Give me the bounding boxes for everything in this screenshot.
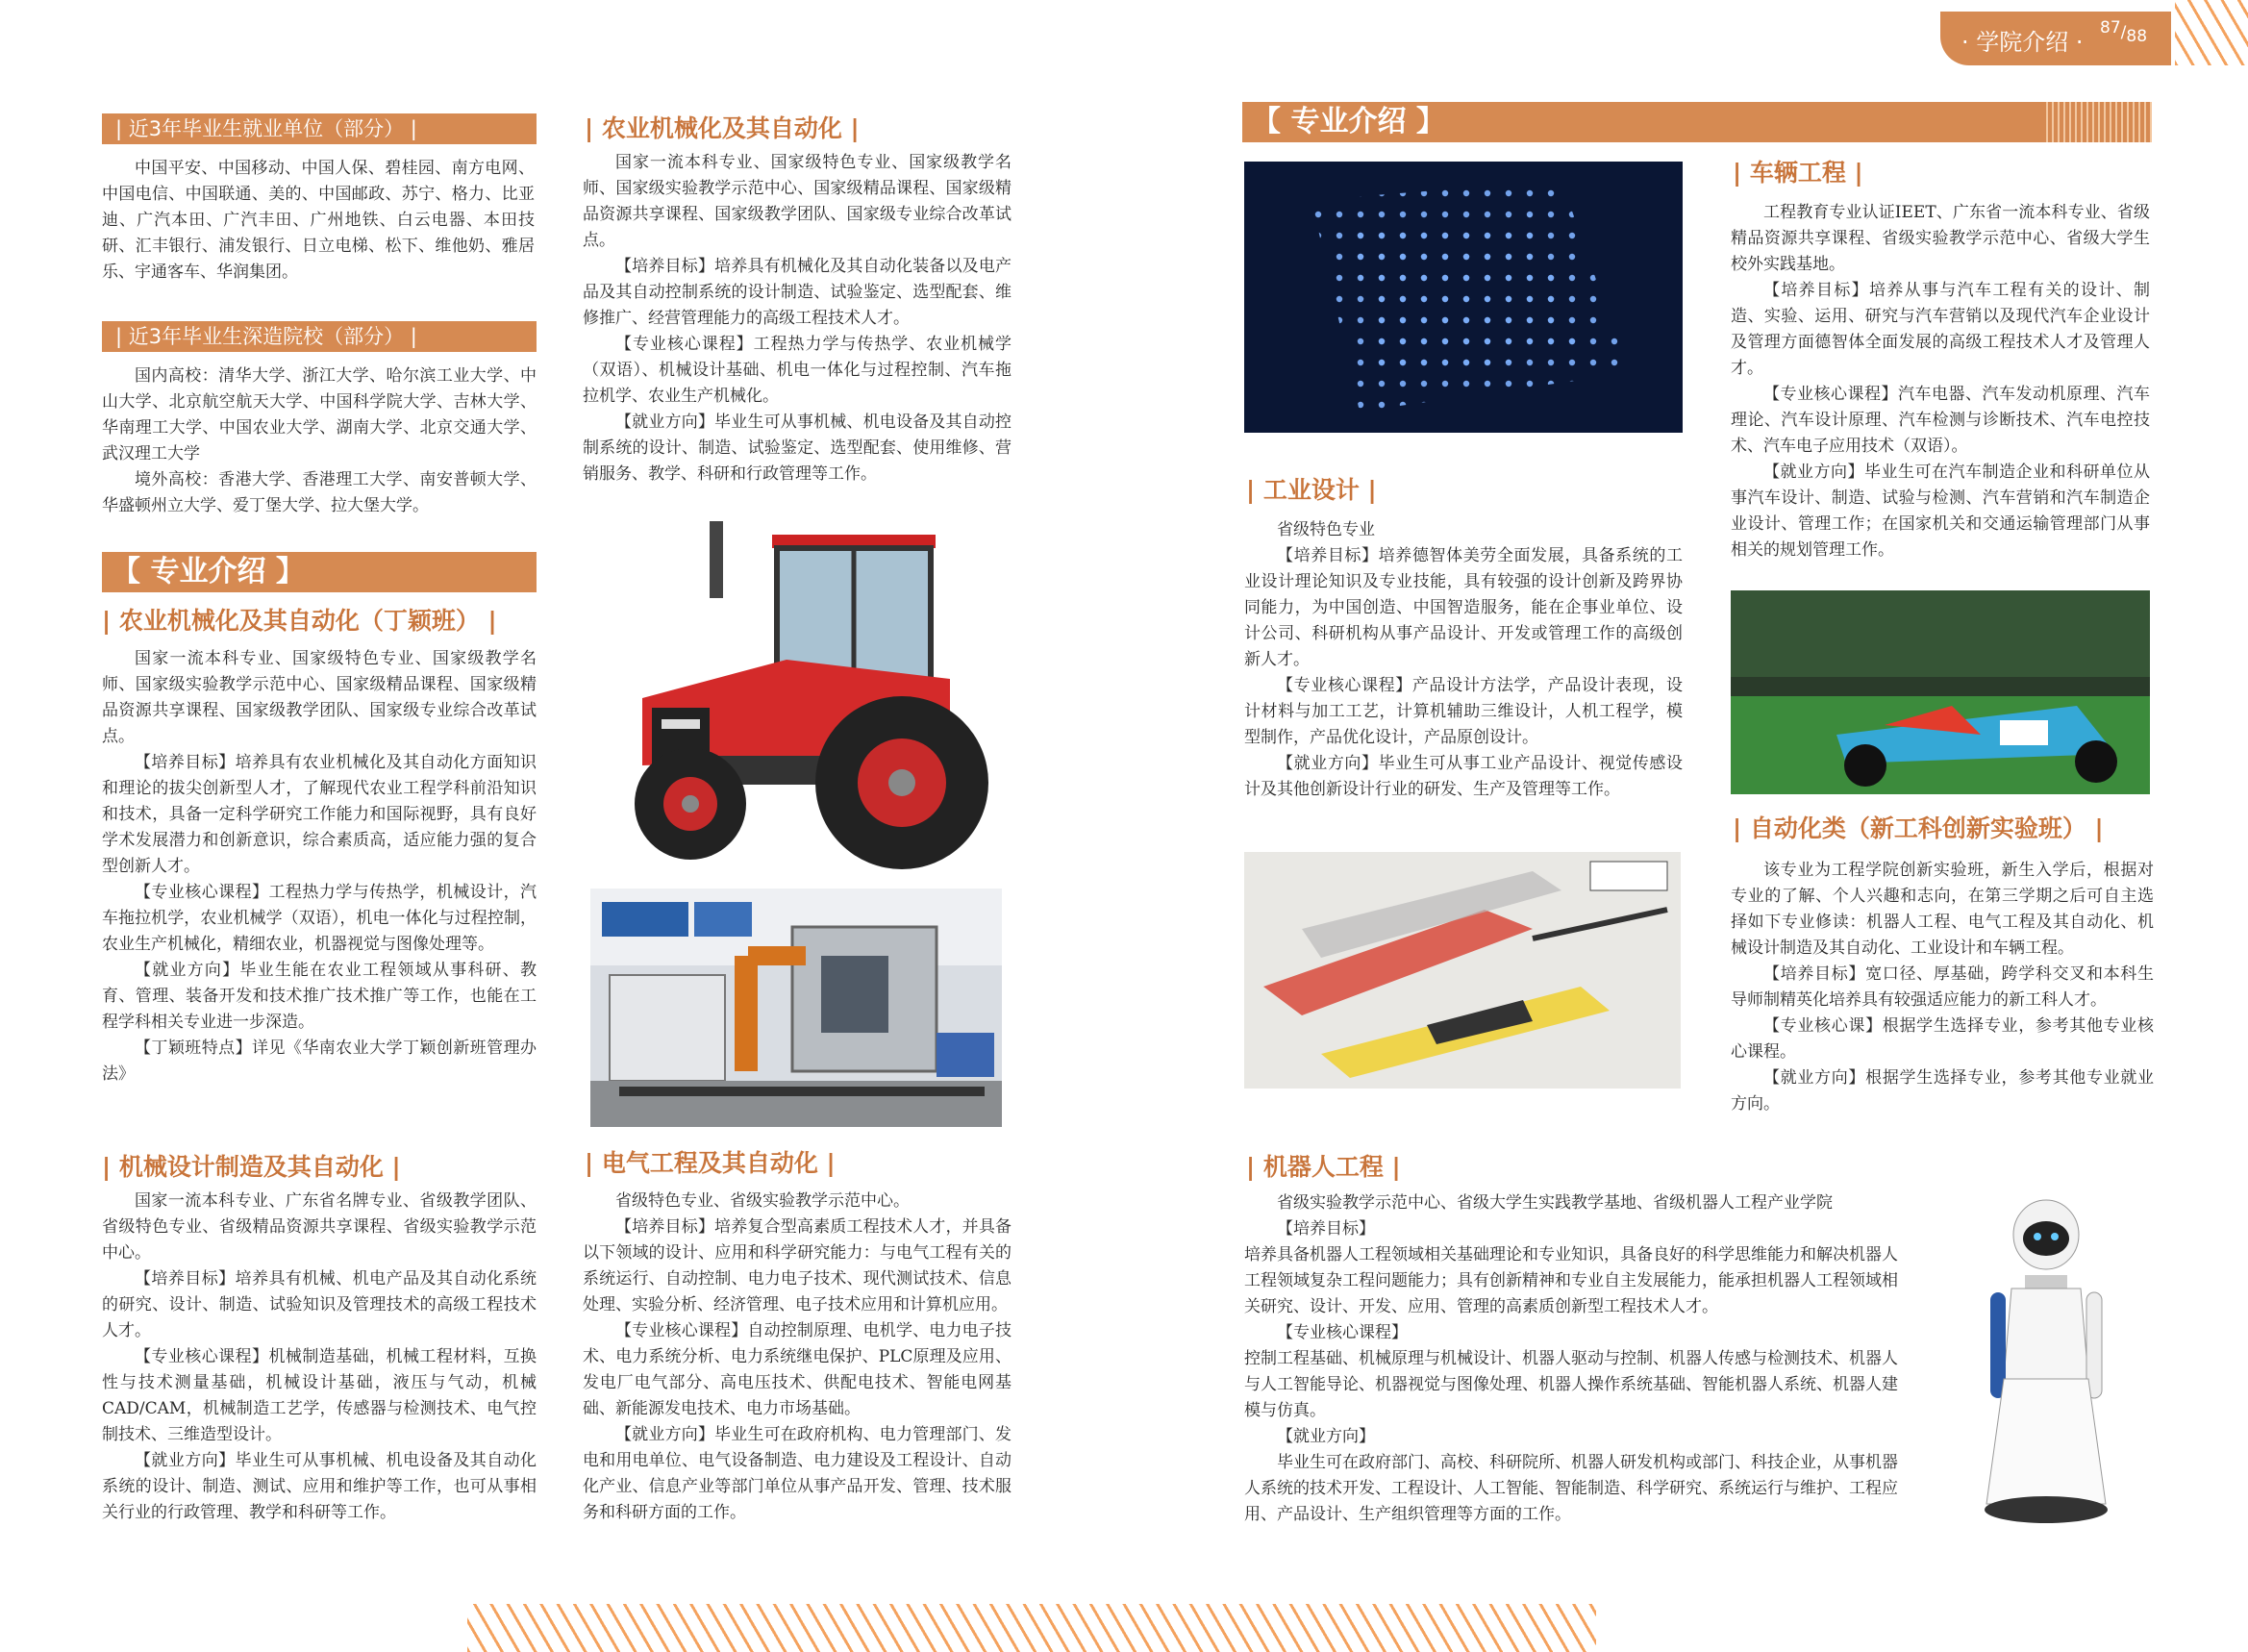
majors-heading-left: 【 专业介绍 】 — [102, 552, 537, 592]
elec-text: 省级特色专业、省级实验教学示范中心。 【培养目标】培养复合型高素质工程技术人才，并具备以下领域的设计、应用和科学研究能力：与电气工程有关的系统运行、自动控制、电力电子技术、现代测试技术、信息处理、实验分析、经济管理、电子技术应用和计算机应用。 【专业核心课程】自动控制原理、电机学、电力电子技术、电力系统分析、电力系统继电保护、PLC原理及应用、发电厂电气部分、高电压技术、供配电技术、智能电网基础、新能源发电技术、电力市场基础。 【就业方向】毕业生可在政府机构、电力管理部门、发电和用电单位、电气设备制造、电力建设及工程设计、自动化产业、信息产业等部门单位从事产品开发、管理、技术服务和科研方面的工作。 — [583, 1191, 1012, 1522]
led-cube-image — [1244, 162, 1683, 433]
industrial-text: 省级特色专业 【培养目标】培养德智体美劳全面发展，具备系统的工业设计理论知识及专业技能，具有较强的设计创新及跨界协同能力，为中国创造、中国智造服务，能在企事业单位、设计公司、科研机构从事产品设计、开发或管理工作的高级创新人才。 【专业核心课程】产品设计方法学，产品设计表现，设计材料与加工工艺，计算机辅助三维设计，人机工程学，模型制作，产品优化设计，产品原创设计。 【就业方向】毕业生可从事工业产品设计、视觉传感设计及其他创新设计行业的研发、生产及管理等工作。 — [1244, 520, 1683, 799]
agri-title: | 农业机械化及其自动化 | — [585, 114, 860, 142]
race-car-image — [1731, 590, 2150, 794]
agri-ding-text: 国家一流本科专业、国家级特色专业、国家级教学名师、国家级实验教学示范中心、国家级精品课程、国家级精品资源共享课程、国家级教学团队、国家级专业综合改革试点。 【培养目标】培养具有农业机械化及其自动化方面知识和理论的拔尖创新型人才，了解现代农业工程学科前沿知识和技术，具备一定科学研究工作能力和国际视野，具有良好学术发展潜力和创新意识，综合素质高，适应能力强的复合型创新人才。 【专业核心课程】工程热力学与传热学，机械设计，汽车拖拉机学，农业机械学（双语），机电一体化与过程控制，农业生产机械化，精细农业，机器视觉与图像处理等。 【就业方向】毕业生能在农业工程领域从事科研、教育、管理、装备开发和技术推广技术推广等工作，也能在工程学科相关专业进一步深造。 【丁颖班特点】详见《华南农业大学丁颖创新班管理办法》 — [102, 649, 537, 1084]
auto-text: 该专业为工程学院创新实验班，新生入学后，根据对专业的了解、个人兴趣和志向，在第三学期之后可自主选择如下专业修读：机器人工程、电气工程及其自动化、机械设计制造及其自动化、工业设计和车辆工程。 【培养目标】宽口径、厚基础，跨学科交叉和本科生导师制精英化培养具有较强适应能力的新工科人才。 【专业核心课】根据学生选择专业，参考其他专业核心课程。 【就业方向】根据学生选择专业，参考其他专业就业方向。 — [1731, 861, 2154, 1114]
schools-text — [102, 363, 537, 519]
employers-text: 中国平安、中国移动、中国人保、碧桂园、南方电网、中国电信、中国联通、美的、中国邮政、苏宁、格力、比亚迪、广汽本田、广汽丰田、广州地铁、白云电器、本田技研、汇丰银行、浦发银行、日立电梯、松下、维他奶、雅居乐、宇通客车、华润集团。 — [102, 159, 535, 282]
robot-image — [1961, 1196, 2131, 1529]
employers-heading: | 近3年毕业生就业单位（部分） | — [102, 113, 537, 144]
mech-text: 国家一流本科专业、广东省名牌专业、省级教学团队、省级特色专业、省级精品资源共享课程、省级实验教学示范中心。 【培养目标】培养具有机械、机电产品及其自动化系统的研究、设计、制造、试验知识及管理技术的高级工程技术人才。 【专业核心课程】机械制造基础，机械工程材料，互换性与技术测量基础，机械设计基础，液压与气动，机械CAD/CAM，机械制造工艺学，传感器与检测技术、电气控制技术、三维造型设计。 【就业方向】毕业生可从事机械、机电设备及其自动化系统的设计、制造、测试、应用和维护等工作，也可从事相关行业的行政管理、教学和科研等工作。 — [102, 1191, 537, 1522]
robot-title: | 机器人工程 | — [1246, 1153, 1401, 1181]
header-stripes — [2175, 0, 2248, 65]
industrial-title: | 工业设计 | — [1246, 476, 1377, 504]
header-section-title: · 学院介绍 · — [1961, 29, 2084, 56]
lab-image — [590, 889, 1002, 1127]
vehicle-title: | 车辆工程 | — [1733, 159, 1863, 187]
schools-heading: | 近3年毕业生深造院校（部分） | — [102, 321, 537, 352]
agri-text: 国家一流本科专业、国家级特色专业、国家级教学名师、国家级实验教学示范中心、国家级精品课程、国家级精品资源共享课程、国家级教学团队、国家级专业综合改革试点。 【培养目标】培养具有机械化及其自动化装备以及电产品及其自动控制系统的设计制造、试验鉴定、选型配套、维修推广、经营管理能力的高级工程技术人才。 【专业核心课程】工程热力学与传热学、农业机械学（双语）、机械设计基础、机电一体化与过程控制、汽车拖拉机学、农业生产机械化。 【就业方向】毕业生可从事机械、机电设备及其自动控制系统的设计、制造、试验鉴定、选型配套、使用维修、营销服务、教学、科研和行政管理等工作。 — [583, 153, 1012, 484]
majors-heading-right: 【 专业介绍 】 — [1242, 102, 2152, 142]
design-sketch-image — [1244, 852, 1681, 1089]
page-number-right: 88 — [2126, 27, 2148, 46]
agri-ding-title: | 农业机械化及其自动化（丁颖班） | — [102, 607, 497, 635]
page-number: 87/88 — [2100, 18, 2148, 46]
heading-bar-pattern — [2046, 102, 2152, 142]
robot-text: 省级实验教学示范中心、省级大学生实践教学基地、省级机器人工程产业学院 【培养目标】 培养具备机器人工程领域相关基础理论和专业知识，具备良好的科学思维能力和解决机器人工程领域复杂工程问题能力；具有创新精神和专业自主发展能力，能承担机器人工程领域相关研究、设计、开发、应用、管理的高素质创新型工程技术人才。 【专业核心课程】 控制工程基础、机械原理与机械设计、机器人驱动与控制、机器人传感与检测技术、机器人与人工智能导论、机器视觉与图像处理、机器人操作系统基础、智能机器人系统、机器人建模与仿真。 【就业方向】 毕业生可在政府部门、高校、科研院所、机器人研发机构或部门、科技企业，从事机器人系统的技术开发、工程设计、人工智能、智能制造、科学研究、系统运行与维护、工程应用、产品设计、生产组织管理等方面的工作。 — [1244, 1193, 1898, 1524]
footer-stripes — [467, 1604, 1596, 1652]
page-number-left: 87 — [2100, 18, 2121, 38]
domestic-schools: 国内高校：清华大学、浙江大学、哈尔滨工业大学、中山大学、北京航空航天大学、中国科学院大学、吉林大学、华南理工大学、中国农业大学、湖南大学、北京交通大学、武汉理工大学 — [102, 366, 537, 463]
elec-title: | 电气工程及其自动化 | — [585, 1149, 836, 1177]
abroad-schools: 境外高校：香港大学、香港理工大学、南安普顿大学、华盛顿州立大学、爱丁堡大学、拉大堡大学。 — [102, 470, 537, 515]
mech-title: | 机械设计制造及其自动化 | — [102, 1153, 401, 1181]
vehicle-text: 工程教育专业认证IEET、广东省一流本科专业、省级精品资源共享课程、省级实验教学示范中心、省级大学生校外实践基地。 【培养目标】培养从事与汽车工程有关的设计、制造、实验、运用、研究与汽车营销以及现代汽车企业设计及管理方面德智体全面发展的高级工程技术人才及管理人才。 【专业核心课程】汽车电器、汽车发动机原理、汽车理论、汽车设计原理、汽车检测与诊断技术、汽车电控技术、汽车电子应用技术（双语）。 【就业方向】毕业生可在汽车制造企业和科研单位从事汽车设计、制造、试验与检测、汽车营销和汽车制造企业设计、管理工作；在国家机关和交通运输管理部门从事相关的规划管理工作。 — [1731, 203, 2150, 560]
auto-title: | 自动化类（新工科创新实验班） | — [1733, 814, 2104, 842]
tractor-image — [585, 515, 1008, 877]
